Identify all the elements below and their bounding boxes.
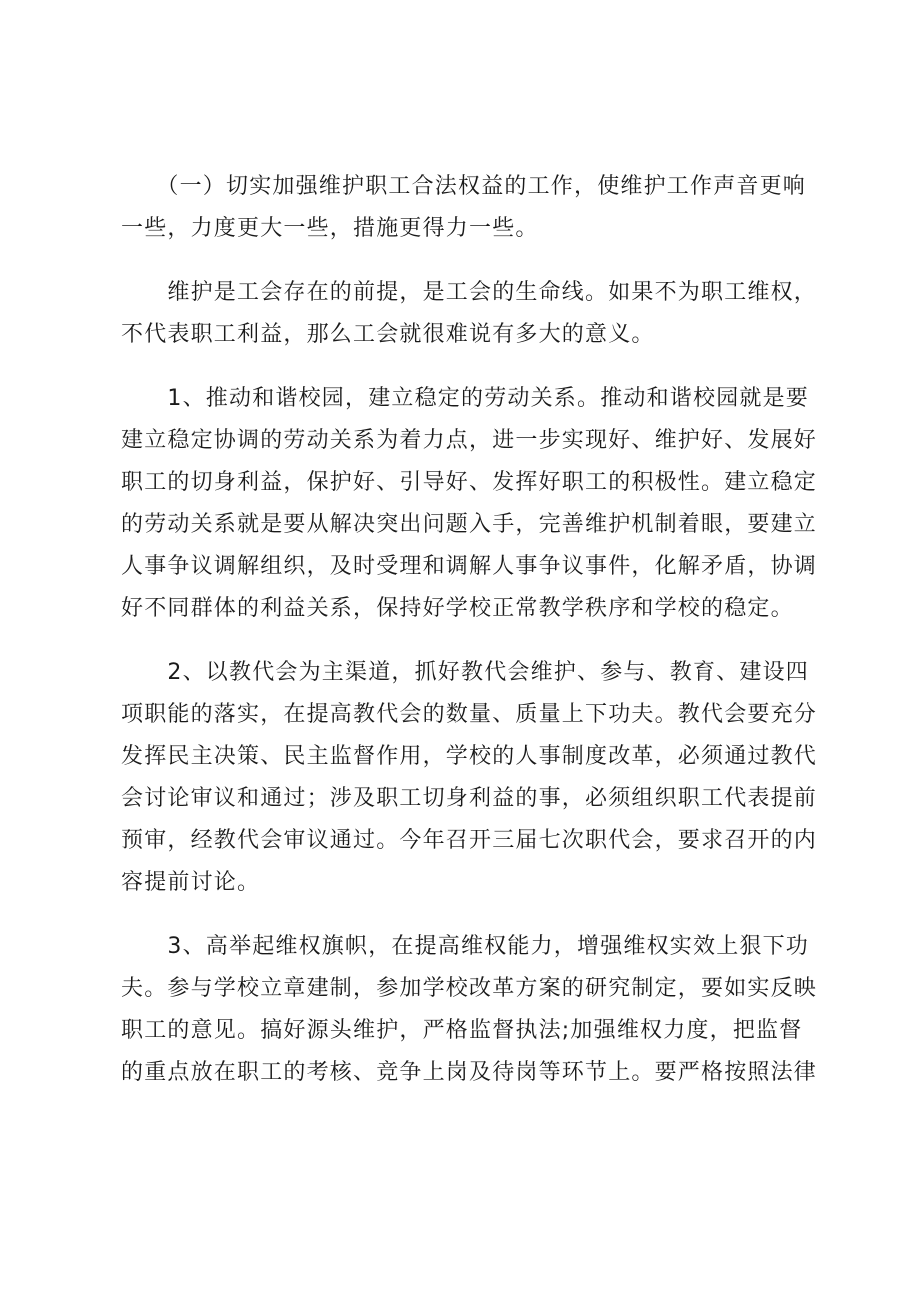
- text-line: 维护是工会存在的前提，是工会的生命线。如果不为职工维权，: [121, 280, 818, 305]
- paragraph-3: [121, 378, 821, 630]
- text-line: 不代表职工利益，那么工会就很难说有多大的意义。: [121, 322, 655, 347]
- text-line: 建立稳定协调的劳动关系为着力点，进一步实现好、维护好、发展好: [121, 428, 818, 453]
- text-line: 的重点放在职工的考核、竞争上岗及待岗等环节上。要严格按照法律: [121, 1060, 818, 1085]
- text-line: 职工的切身利益，保护好、引导好、发挥好职工的积极性。建立稳定: [121, 470, 818, 495]
- text-line: 预审，经教代会审议通过。今年召开三届七次职代会，要求召开的内: [121, 828, 818, 853]
- text-line: 会讨论审议和通过；涉及职工切身利益的事，必须组织职工代表提前: [121, 786, 818, 811]
- text-line: 2、以教代会为主渠道，抓好教代会维护、参与、教育、建设四: [121, 660, 809, 685]
- paragraph-5: [121, 926, 821, 1094]
- text-line: 的劳动关系就是要从解决突出问题入手，完善维护机制着眼，要建立: [121, 512, 818, 537]
- text-line: 好不同群体的利益关系，保持好学校正常教学秩序和学校的稳定。: [121, 596, 794, 621]
- text-line: 一些，力度更大一些，措施更得力一些。: [121, 216, 539, 241]
- paragraph-4: [121, 652, 821, 904]
- text-line: 1、推动和谐校园，建立稳定的劳动关系。推动和谐校园就是要: [121, 386, 809, 411]
- text-line: 项职能的落实，在提高教代会的数量、质量上下功夫。教代会要充分: [121, 702, 818, 727]
- document-body: [121, 166, 821, 1094]
- text-line: 发挥民主决策、民主监督作用，学校的人事制度改革，必须通过教代: [121, 744, 818, 769]
- text-line: 3、高举起维权旗帜，在提高维权能力，增强维权实效上狠下功: [121, 934, 809, 959]
- text-line: 夫。参与学校立章建制，参加学校改革方案的研究制定，要如实反映: [121, 976, 818, 1001]
- text-line: 人事争议调解组织，及时受理和调解人事争议事件，化解矛盾，协调: [121, 554, 818, 579]
- paragraph-1: [121, 166, 821, 250]
- paragraph-2: [121, 272, 821, 356]
- text-line: 职工的意见。搞好源头维护，严格监督执法;加强维权力度，把监督: [121, 1018, 803, 1043]
- text-line: 容提前讨论。: [121, 870, 261, 895]
- text-line: （一）切实加强维护职工合法权益的工作，使维护工作声音更响: [121, 174, 807, 199]
